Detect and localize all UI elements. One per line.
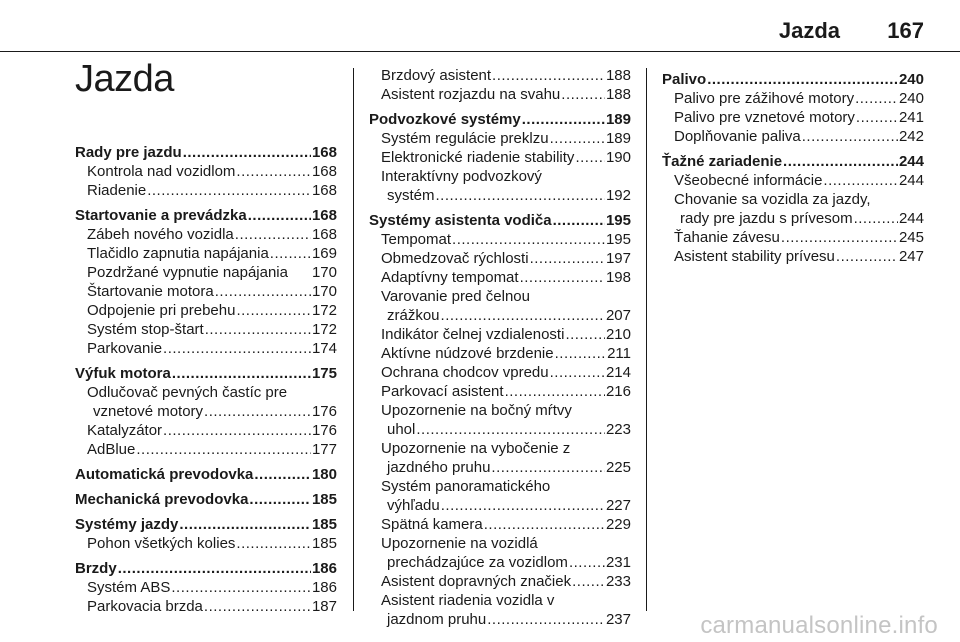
toc-page-number: 198 bbox=[605, 269, 631, 286]
toc-entry-label: AdBlue bbox=[87, 441, 136, 458]
dot-leader bbox=[530, 249, 605, 268]
toc-entry-label: Parkovacia brzda bbox=[87, 598, 203, 615]
toc-page-number: 240 bbox=[898, 90, 924, 107]
dot-leader bbox=[823, 171, 898, 190]
dot-leader bbox=[855, 89, 898, 108]
toc-entry-label: Chovanie sa vozidla za jazdy, bbox=[674, 191, 871, 208]
dot-leader bbox=[836, 247, 898, 266]
toc-entry-line bbox=[369, 591, 631, 610]
dot-leader bbox=[781, 228, 898, 247]
toc-page-number: 172 bbox=[311, 302, 337, 319]
toc-entry-label: Asistent rozjazdu na svahu bbox=[381, 86, 561, 103]
toc-entry-label: Indikátor čelnej vzdialenosti bbox=[381, 326, 565, 343]
dot-leader bbox=[249, 490, 311, 509]
toc-entry-label: Asistent riadenia vozidla v bbox=[381, 592, 555, 609]
toc-entry-continuation[interactable] bbox=[369, 496, 631, 515]
toc-entry-label: Systém stop-štart bbox=[87, 321, 204, 338]
toc-entry-label: Varovanie pred čelnou bbox=[381, 288, 530, 305]
toc-entry[interactable] bbox=[369, 148, 631, 167]
toc-entry-continuation[interactable] bbox=[369, 458, 631, 477]
toc-entry[interactable] bbox=[369, 249, 631, 268]
toc-entry-label: Všeobecné informácie bbox=[674, 172, 823, 189]
dot-leader bbox=[575, 148, 605, 167]
dot-leader bbox=[856, 108, 898, 127]
toc-entry-label: Parkovanie bbox=[87, 340, 163, 357]
toc-entry-continuation[interactable] bbox=[369, 610, 631, 629]
toc-entry-label: Aktívne núdzové brzdenie bbox=[381, 345, 554, 362]
toc-entry-line bbox=[369, 477, 631, 496]
toc-page-number: 189 bbox=[605, 130, 631, 147]
toc-entry-label: jazdného pruhu bbox=[387, 459, 491, 476]
toc-entry[interactable] bbox=[75, 339, 337, 358]
toc-entry-continuation[interactable] bbox=[369, 306, 631, 325]
toc-entry-label: Doplňovanie paliva bbox=[674, 128, 801, 145]
toc-entry-label: Upozornenie na vozidlá bbox=[381, 535, 538, 552]
toc-entry-label: Rady pre jazdu bbox=[75, 144, 182, 161]
toc-page-number: 233 bbox=[605, 573, 631, 590]
toc-entry[interactable] bbox=[75, 263, 337, 282]
toc-page-number: 195 bbox=[605, 212, 631, 229]
toc-entry[interactable] bbox=[369, 382, 631, 401]
toc-entry-label: jazdnom pruhu bbox=[387, 611, 487, 628]
toc-page-number: 185 bbox=[311, 491, 337, 508]
toc-entry-label: Automatická prevodovka bbox=[75, 466, 254, 483]
toc-section-entry[interactable] bbox=[75, 465, 337, 484]
toc-entry[interactable] bbox=[369, 85, 631, 104]
dot-leader bbox=[491, 458, 605, 477]
dot-leader bbox=[487, 610, 605, 629]
toc-entry-label: Ochrana chodcov vpredu bbox=[381, 364, 549, 381]
dot-leader bbox=[520, 268, 605, 287]
dot-leader bbox=[565, 325, 605, 344]
toc-entry-label: Zábeh nového vozidla bbox=[87, 226, 234, 243]
toc-entry[interactable] bbox=[662, 171, 924, 190]
toc-entry-label: Palivo pre zážihové motory bbox=[674, 90, 855, 107]
toc-entry-label: Obmedzovač rýchlosti bbox=[381, 250, 529, 267]
toc-page-number: 223 bbox=[605, 421, 631, 438]
toc-entry-label: Adaptívny tempomat bbox=[381, 269, 519, 286]
toc-page-number: 244 bbox=[898, 153, 924, 170]
toc-entry-line bbox=[369, 401, 631, 420]
toc-section-entry[interactable] bbox=[75, 206, 337, 225]
toc-entry-label: Interaktívny podvozkový bbox=[381, 168, 542, 185]
dot-leader bbox=[236, 301, 311, 320]
toc-entry[interactable] bbox=[75, 534, 337, 553]
toc-section-entry[interactable] bbox=[75, 559, 337, 578]
toc-entry-continuation[interactable] bbox=[369, 420, 631, 439]
toc-entry-label: zrážkou bbox=[387, 307, 440, 324]
dot-leader bbox=[236, 162, 311, 181]
toc-page-number: 168 bbox=[311, 226, 337, 243]
dot-leader bbox=[163, 339, 311, 358]
toc-page-number: 192 bbox=[605, 187, 631, 204]
toc-page-number: 180 bbox=[311, 466, 337, 483]
toc-entry[interactable] bbox=[75, 440, 337, 459]
dot-leader bbox=[555, 344, 606, 363]
toc-entry-label: uhol bbox=[387, 421, 416, 438]
toc-entry-label: Brzdy bbox=[75, 560, 117, 577]
column-divider bbox=[353, 68, 354, 611]
running-title: Jazda bbox=[778, 18, 840, 43]
toc-entry-label: Ťahanie závesu bbox=[674, 229, 780, 246]
dot-leader bbox=[553, 211, 605, 230]
toc-section-entry[interactable] bbox=[75, 143, 337, 162]
toc-column-1 bbox=[75, 143, 337, 616]
toc-entry-label: Pohon všetkých kolies bbox=[87, 535, 236, 552]
toc-page-number: 237 bbox=[605, 611, 631, 628]
toc-entry-label: Podvozkové systémy bbox=[369, 111, 521, 128]
toc-entry[interactable] bbox=[75, 181, 337, 200]
toc-entry-continuation[interactable] bbox=[662, 209, 924, 228]
toc-page-number: 231 bbox=[605, 554, 631, 571]
toc-entry-label: Štartovanie motora bbox=[87, 283, 214, 300]
chapter-title: Jazda bbox=[75, 58, 174, 100]
toc-entry[interactable] bbox=[662, 127, 924, 146]
dot-leader bbox=[561, 85, 605, 104]
toc-entry-line bbox=[369, 287, 631, 306]
toc-page-number: 170 bbox=[311, 264, 337, 281]
toc-entry-label: Upozornenie na bočný mŕtvy bbox=[381, 402, 572, 419]
toc-page-number: 244 bbox=[898, 210, 924, 227]
dot-leader bbox=[236, 534, 311, 553]
dot-leader bbox=[235, 225, 311, 244]
toc-entry-label: Systémy jazdy bbox=[75, 516, 179, 533]
toc-page-number: 195 bbox=[605, 231, 631, 248]
toc-entry[interactable] bbox=[662, 247, 924, 266]
toc-page-number: 172 bbox=[311, 321, 337, 338]
dot-leader bbox=[783, 152, 898, 171]
toc-entry[interactable] bbox=[369, 66, 631, 85]
toc-page-number: 214 bbox=[605, 364, 631, 381]
toc-page-number: 185 bbox=[311, 535, 337, 552]
toc-entry-label: Ťažné zariadenie bbox=[662, 153, 783, 170]
toc-entry-label: Systém ABS bbox=[87, 579, 171, 596]
toc-entry[interactable] bbox=[662, 89, 924, 108]
toc-page-number: 207 bbox=[605, 307, 631, 324]
toc-entry[interactable] bbox=[662, 108, 924, 127]
toc-page-number: 168 bbox=[311, 163, 337, 180]
dot-leader bbox=[136, 440, 311, 459]
dot-leader bbox=[147, 181, 311, 200]
toc-entry[interactable] bbox=[75, 320, 337, 339]
toc-entry-label: systém bbox=[387, 187, 435, 204]
toc-section-entry[interactable] bbox=[369, 110, 631, 129]
toc-entry-label: rady pre jazdu s prívesom bbox=[680, 210, 853, 227]
toc-page-number: 176 bbox=[311, 403, 337, 420]
dot-leader bbox=[484, 515, 605, 534]
toc-entry-label: Mechanická prevodovka bbox=[75, 491, 249, 508]
toc-entry-continuation[interactable] bbox=[369, 186, 631, 205]
toc-page-number: 190 bbox=[605, 149, 631, 166]
dot-leader bbox=[254, 465, 311, 484]
toc-entry[interactable] bbox=[75, 244, 337, 263]
toc-page-number: 240 bbox=[898, 71, 924, 88]
toc-page-number: 225 bbox=[605, 459, 631, 476]
dot-leader bbox=[215, 282, 311, 301]
dot-leader bbox=[522, 110, 605, 129]
toc-entry[interactable] bbox=[369, 344, 631, 363]
toc-entry[interactable] bbox=[369, 572, 631, 591]
dot-leader bbox=[118, 559, 311, 578]
toc-section-entry[interactable] bbox=[75, 364, 337, 383]
toc-entry-label: prechádzajúce za vozidlom bbox=[387, 554, 568, 571]
toc-entry-label: Asistent dopravných značiek bbox=[381, 573, 572, 590]
toc-page-number: 245 bbox=[898, 229, 924, 246]
toc-entry[interactable] bbox=[75, 282, 337, 301]
dot-leader bbox=[572, 572, 605, 591]
toc-page-number: 175 bbox=[311, 365, 337, 382]
toc-page-number: 186 bbox=[311, 579, 337, 596]
toc-entry-line bbox=[369, 167, 631, 186]
toc-page-number: 174 bbox=[311, 340, 337, 357]
toc-page-number: 177 bbox=[311, 441, 337, 458]
toc-entry-label: Asistent stability prívesu bbox=[674, 248, 835, 265]
toc-page-number: 187 bbox=[311, 598, 337, 615]
toc-entry[interactable] bbox=[369, 268, 631, 287]
toc-page-number: 188 bbox=[605, 67, 631, 84]
toc-page-number: 216 bbox=[605, 383, 631, 400]
toc-page-number: 170 bbox=[311, 283, 337, 300]
toc-entry-label: Palivo pre vznetové motory bbox=[674, 109, 855, 126]
toc-page-number: 186 bbox=[311, 560, 337, 577]
toc-entry[interactable] bbox=[369, 129, 631, 148]
toc-column-2 bbox=[369, 66, 631, 629]
toc-page-number: 241 bbox=[898, 109, 924, 126]
toc-page-number: 242 bbox=[898, 128, 924, 145]
page-header bbox=[0, 0, 960, 52]
toc-page-number: 197 bbox=[605, 250, 631, 267]
toc-entry-label: Systém regulácie preklzu bbox=[381, 130, 549, 147]
dot-leader bbox=[204, 597, 311, 616]
toc-page-number: 189 bbox=[605, 111, 631, 128]
dot-leader bbox=[707, 70, 898, 89]
toc-entry[interactable] bbox=[75, 578, 337, 597]
toc-entry-label: Palivo bbox=[662, 71, 707, 88]
toc-entry-continuation[interactable] bbox=[75, 402, 337, 421]
toc-entry[interactable] bbox=[662, 228, 924, 247]
toc-entry-label: Riadenie bbox=[87, 182, 147, 199]
dot-leader bbox=[441, 496, 605, 515]
toc-entry-label: Odlučovač pevných častíc pre bbox=[87, 384, 288, 401]
dot-leader bbox=[550, 129, 605, 148]
toc-entry[interactable] bbox=[369, 230, 631, 249]
dot-leader bbox=[270, 244, 311, 263]
toc-entry[interactable] bbox=[75, 597, 337, 616]
toc-page-number: 211 bbox=[607, 345, 631, 362]
toc-page-number: 176 bbox=[311, 422, 337, 439]
toc-page-number: 169 bbox=[311, 245, 337, 262]
dot-leader bbox=[550, 363, 605, 382]
toc-entry[interactable] bbox=[369, 515, 631, 534]
toc-page-number: 188 bbox=[605, 86, 631, 103]
dot-leader bbox=[172, 364, 311, 383]
toc-entry-label: Katalyzátor bbox=[87, 422, 163, 439]
toc-entry-label: Odpojenie pri prebehu bbox=[87, 302, 236, 319]
toc-entry-label: Výfuk motora bbox=[75, 365, 171, 382]
dot-leader bbox=[416, 420, 605, 439]
toc-section-entry[interactable] bbox=[369, 211, 631, 230]
toc-entry-label: vznetové motory bbox=[93, 403, 204, 420]
watermark: carmanualsonline.info bbox=[700, 612, 938, 639]
dot-leader bbox=[452, 230, 605, 249]
dot-leader bbox=[436, 186, 605, 205]
toc-entry-line bbox=[369, 439, 631, 458]
toc-section-entry[interactable] bbox=[75, 490, 337, 509]
dot-leader bbox=[569, 553, 605, 572]
toc-entry[interactable] bbox=[369, 363, 631, 382]
toc-page-number: 168 bbox=[311, 182, 337, 199]
toc-page-number: 244 bbox=[898, 172, 924, 189]
page-number: 167 bbox=[887, 18, 924, 43]
toc-page-number: 185 bbox=[311, 516, 337, 533]
toc-page-number: 247 bbox=[898, 248, 924, 265]
toc-entry-label: výhľadu bbox=[387, 497, 440, 514]
dot-leader bbox=[492, 66, 605, 85]
toc-entry[interactable] bbox=[75, 162, 337, 181]
dot-leader bbox=[248, 206, 311, 225]
dot-leader bbox=[183, 143, 311, 162]
toc-page-number: 210 bbox=[605, 326, 631, 343]
toc-page-number: 168 bbox=[311, 144, 337, 161]
dot-leader bbox=[802, 127, 898, 146]
toc-page-number: 168 bbox=[311, 207, 337, 224]
toc-entry-line bbox=[662, 190, 924, 209]
dot-leader bbox=[163, 421, 311, 440]
toc-section-entry[interactable] bbox=[662, 152, 924, 171]
toc-entry-label: Upozornenie na vybočenie z bbox=[381, 440, 571, 457]
toc-entry[interactable] bbox=[75, 301, 337, 320]
dot-leader bbox=[205, 320, 311, 339]
toc-entry-label: Elektronické riadenie stability bbox=[381, 149, 575, 166]
toc-column-3 bbox=[662, 70, 924, 266]
toc-page-number: 227 bbox=[605, 497, 631, 514]
toc-section-entry[interactable] bbox=[662, 70, 924, 89]
dot-leader bbox=[204, 402, 311, 421]
toc-entry-label: Systémy asistenta vodiča bbox=[369, 212, 552, 229]
toc-entry-label: Pozdržané vypnutie napájania bbox=[87, 264, 288, 281]
toc-entry[interactable] bbox=[369, 325, 631, 344]
toc-entry[interactable] bbox=[75, 225, 337, 244]
dot-leader bbox=[505, 382, 605, 401]
toc-entry-continuation[interactable] bbox=[369, 553, 631, 572]
toc-entry-label: Brzdový asistent bbox=[381, 67, 492, 84]
toc-entry-label: Kontrola nad vozidlom bbox=[87, 163, 236, 180]
toc-entry[interactable] bbox=[75, 421, 337, 440]
dot-leader bbox=[854, 209, 898, 228]
toc-entry-label: Parkovací asistent bbox=[381, 383, 504, 400]
toc-entry-line bbox=[75, 383, 337, 402]
column-divider bbox=[646, 68, 647, 611]
toc-page-number: 229 bbox=[605, 516, 631, 533]
toc-entry-label: Systém panoramatického bbox=[381, 478, 551, 495]
dot-leader bbox=[171, 578, 311, 597]
dot-leader bbox=[179, 515, 311, 534]
toc-section-entry[interactable] bbox=[75, 515, 337, 534]
toc-entry-label: Tlačidlo zapnutia napájania bbox=[87, 245, 269, 262]
toc-entry-line bbox=[369, 534, 631, 553]
toc-entry-label: Startovanie a prevádzka bbox=[75, 207, 247, 224]
dot-leader bbox=[441, 306, 605, 325]
toc-entry-label: Spätná kamera bbox=[381, 516, 483, 533]
toc-entry-label: Tempomat bbox=[381, 231, 452, 248]
